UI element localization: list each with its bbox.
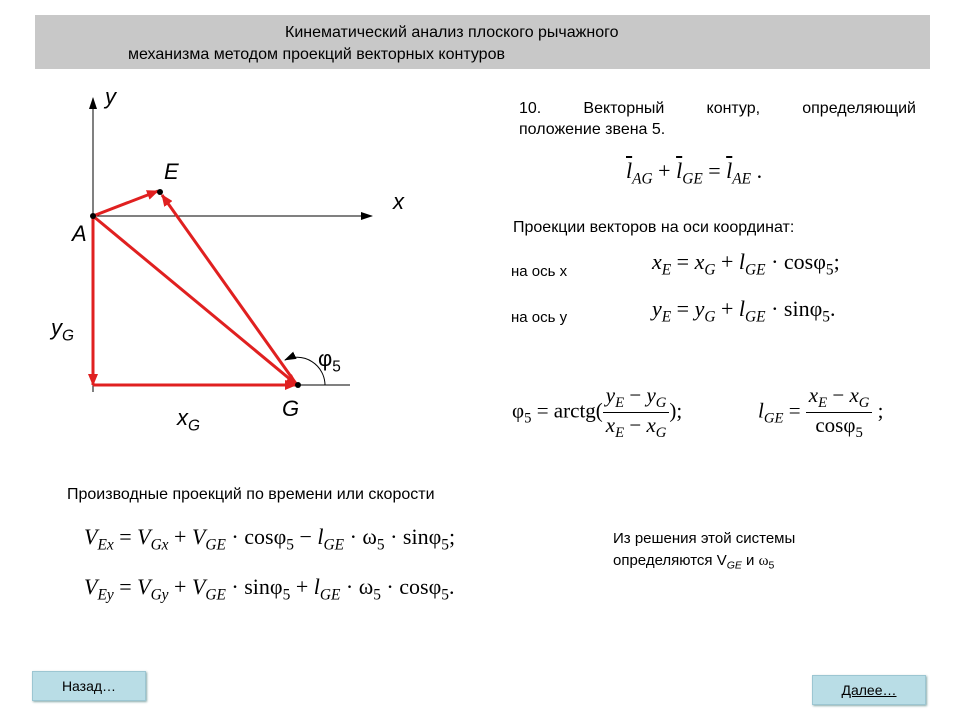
- page-title-line2: механизма методом проекций векторных контуров: [128, 46, 505, 63]
- vector-equation: $\overline{l}_{AG} + \overline{l}_{GE} = \overline{l}_{AE}$ .: [626, 158, 763, 188]
- on-axis-x-label: на ось x: [511, 263, 568, 280]
- point-G-dot: [295, 382, 301, 388]
- solution-note-line1: Из решения этой системы: [613, 530, 796, 547]
- point-G-label: G: [282, 396, 300, 421]
- point-E-label: E: [164, 159, 179, 184]
- derivatives-title: Производные проекций по времени или скорости: [67, 486, 435, 503]
- item10-line1: 10. Векторный контур, определяющий: [519, 100, 916, 117]
- axis-x-label: x: [393, 189, 404, 214]
- item10-line2: положение звена 5.: [519, 121, 666, 138]
- point-A-dot: [90, 213, 96, 219]
- page-title-line1: Кинематический анализ плоского рычажного: [285, 24, 619, 41]
- projection-x-equation: $x_E = x_G + l_{GE} \cdot \cos\varphi_5$;: [652, 249, 840, 279]
- projection-y-equation: $y_E = y_G + l_{GE} \cdot \sin\varphi_5$.: [652, 296, 836, 326]
- solution-note-line2: определяются $V_{GE}$ и $\omega_5$: [613, 552, 775, 572]
- phi5-label: $\varphi_5$: [318, 346, 341, 376]
- vector-AE: [93, 191, 158, 216]
- velocity-y-equation: $V_{Ey} = V_{Gy} + V_{GE} \cdot \sin\varphi_5 + l_{GE} \cdot \omega_5 \cdot \cos\varphi_5$.: [84, 574, 455, 604]
- on-axis-y-label: на ось y: [511, 309, 568, 326]
- projections-title: Проекции векторов на оси координат:: [513, 219, 795, 236]
- velocity-x-equation: $V_{Ex} = V_{Gx} + V_{GE} \cdot \cos\varphi_5 - l_{GE} \cdot \omega_5 \cdot \sin\varphi_5$;: [84, 524, 456, 554]
- solution-note: [613, 528, 795, 577]
- point-A-label: A: [72, 221, 87, 246]
- lGE-formula: $l_{GE}$ = $\frac{x_E - x_G}{\cos\varphi_5}$ ;: [758, 383, 884, 442]
- phi5-formula: $\varphi_5$ = arctg( $\frac{y_E - y_G}{x_E - x_G}$ );: [512, 383, 683, 442]
- xG-label: $x_G$: [177, 405, 200, 435]
- yG-label: $y_G$: [51, 315, 74, 345]
- axis-y-label: y: [105, 84, 116, 109]
- next-button[interactable]: Далее…: [812, 675, 926, 705]
- back-button[interactable]: Назад…: [32, 671, 146, 701]
- point-E-dot: [157, 189, 163, 195]
